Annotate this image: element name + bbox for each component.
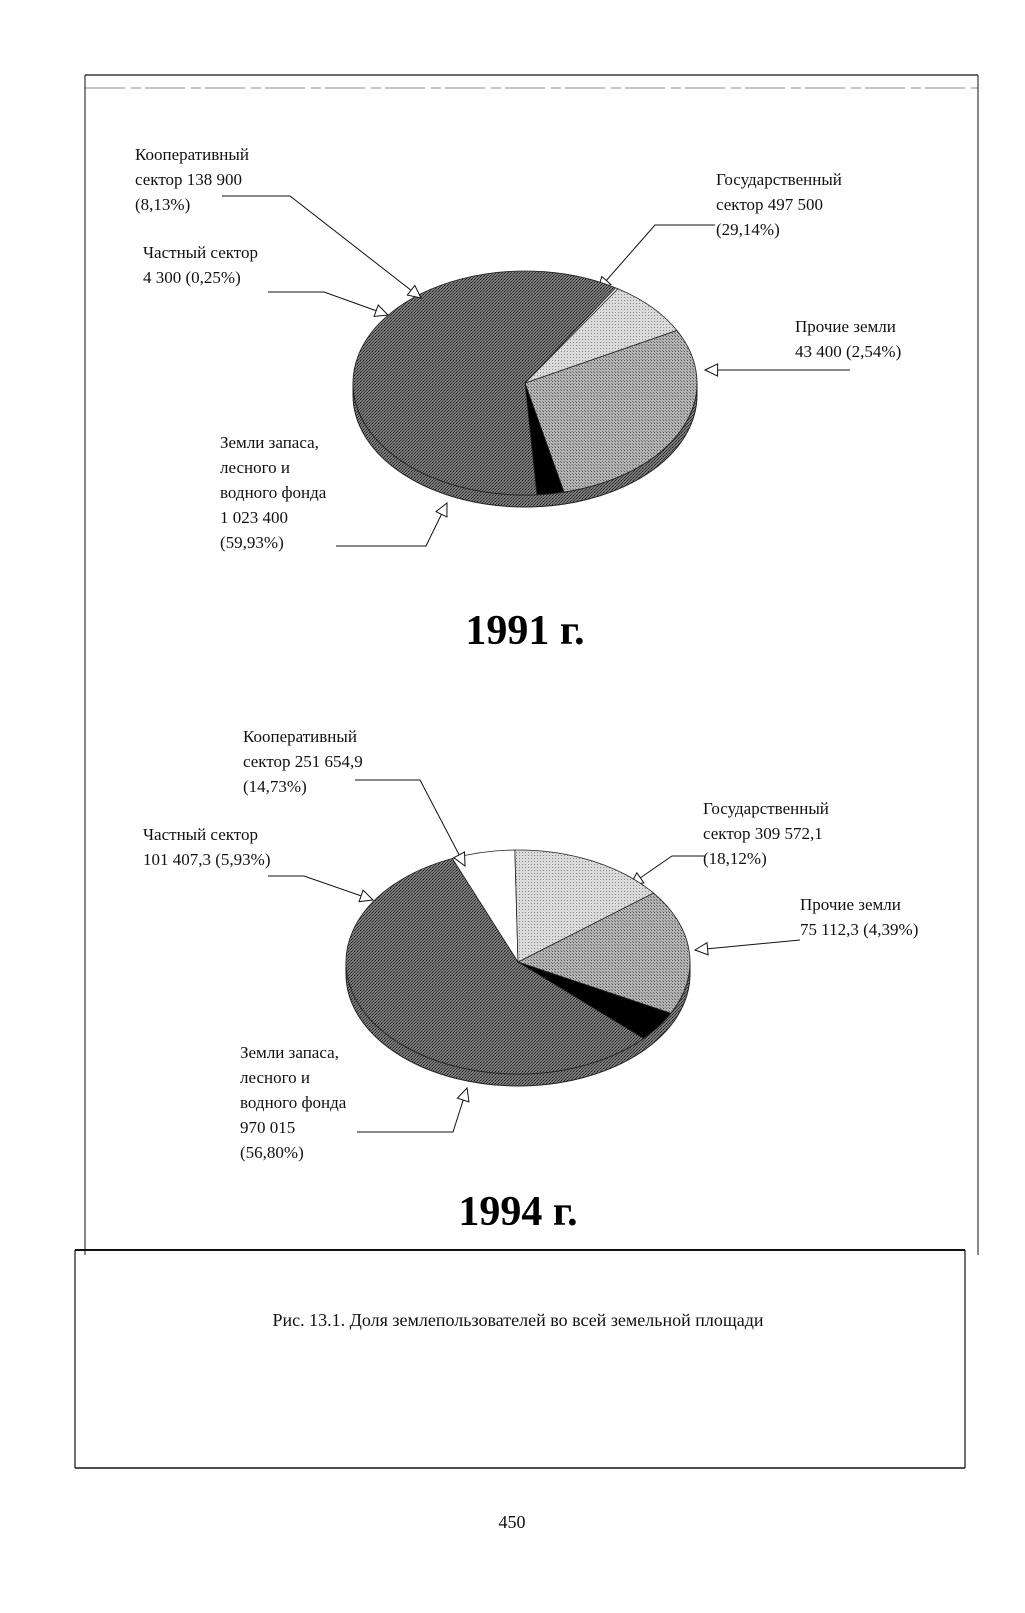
arrowhead: [457, 1088, 469, 1102]
leader-line-reserve: [336, 503, 447, 546]
arrowhead: [359, 890, 373, 902]
slice-label-state: Государственный сектор 309 572,1 (18,12%): [703, 799, 829, 868]
leader-line-state: [598, 225, 715, 290]
slice-label-coop: Кооперативный сектор 138 900 (8,13%): [135, 145, 249, 214]
slice-label-state: Государственный сектор 497 500 (29,14%): [716, 170, 842, 239]
leader-line-private: [268, 292, 388, 315]
chart-title-1994: 1994 г.: [458, 1189, 578, 1235]
arrowhead: [374, 305, 388, 316]
arrowhead: [407, 285, 421, 298]
slice-label-private: Частный сектор 4 300 (0,25%): [143, 243, 258, 287]
slice-label-reserve: Земли запаса, лесного и водного фонда 1 023 400 (59,93%): [220, 433, 327, 552]
chart-title-1991: 1991 г.: [465, 608, 585, 654]
leader-line-private: [268, 876, 373, 900]
slice-label-reserve: Земли запаса, лесного и водного фонда 970 015 (56,80%): [240, 1043, 347, 1162]
slice-label-private: Частный сектор 101 407,3 (5,93%): [143, 825, 271, 869]
figure-caption: Рис. 13.1. Доля землепользователей во всей земельной площади: [272, 1310, 764, 1330]
leader-line-coop: [355, 780, 465, 866]
leader-line-reserve: [357, 1088, 467, 1132]
slice-label-other: Прочие земли 75 112,3 (4,39%): [800, 895, 919, 939]
pie-chart-1991: [135, 145, 901, 552]
slice-label-coop: Кооперативный сектор 251 654,9 (14,73%): [243, 727, 363, 796]
pie-chart-1994: [143, 727, 918, 1162]
arrowhead: [705, 364, 718, 376]
arrowhead: [695, 943, 708, 955]
leader-line-other: [695, 940, 800, 950]
slice-label-other: Прочие земли 43 400 (2,54%): [795, 317, 902, 361]
page-number: 450: [498, 1512, 526, 1532]
